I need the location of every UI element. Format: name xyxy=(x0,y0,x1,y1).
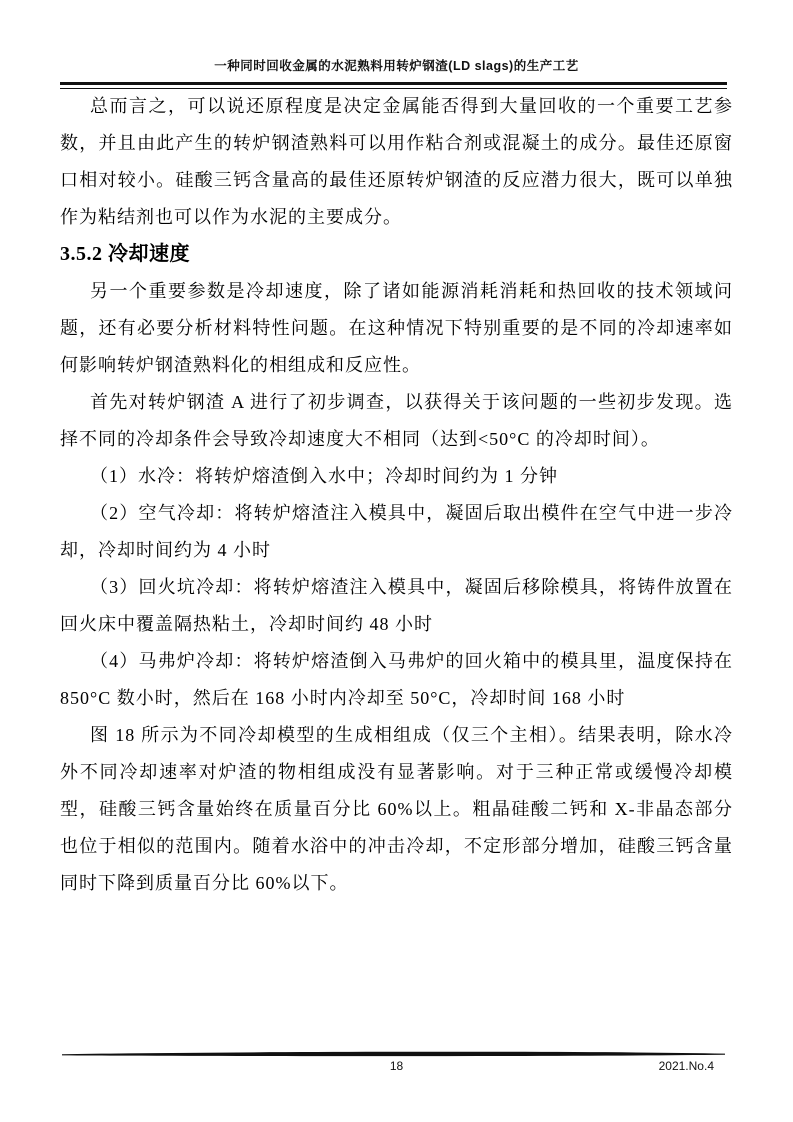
page-header-title: 一种同时回收金属的水泥熟料用转炉钢渣(LD slags)的生产工艺 xyxy=(214,59,579,73)
issue-number: 2021.No.4 xyxy=(658,1059,714,1073)
footer-rule xyxy=(60,1051,727,1059)
intro-paragraph: 总而言之，可以说还原程度是决定金属能否得到大量回收的一个重要工艺参数，并且由此产生的转炉钢渣熟料可以用作粘合剂或混凝土的成分。最佳还原窗口相对较小。硅酸三钙含量高的最佳还原转炉钢渣的反应潜力很大，既可以单独作为粘结剂也可以作为水泥的主要成分。 xyxy=(60,96,733,227)
cooling-method-item-1: （1）水冷：将转炉熔渣倒入水中；冷却时间约为 1 分钟 xyxy=(90,466,558,486)
page-number: 18 xyxy=(389,1059,404,1073)
cooling-method-item-4: （4）马弗炉冷却：将转炉熔渣倒入马弗炉的回火箱中的模具里，温度保持在850°C 数小时，然后在 168 小时内冷却至 50°C，冷却时间 168 小时 xyxy=(60,651,733,708)
cooling-rate-paragraph: 另一个重要参数是冷却速度，除了诸如能源消耗消耗和热回收的技术领域问题，还有必要分析材料特性问题。在这种情况下特别重要的是不同的冷却速率如何影响转炉钢渣熟料化的相组成和反应性。 xyxy=(60,281,733,375)
survey-paragraph: 首先对转炉钢渣 A 进行了初步调查，以获得关于该问题的一些初步发现。选择不同的冷却条件会导致冷却速度大不相同（达到<50°C 的冷却时间）。 xyxy=(60,392,733,449)
cooling-method-item-3: （3）回火坑冷却：将转炉熔渣注入模具中，凝固后移除模具，将铸件放置在回火床中覆盖隔热粘土，冷却时间约 48 小时 xyxy=(60,577,733,634)
results-paragraph: 图 18 所示为不同冷却模型的生成相组成（仅三个主相）。结果表明，除水冷外不同冷却速率对炉渣的物相组成没有显著影响。对于三种正常或缓慢冷却模型，硅酸三钙含量始终在质量百分比 60%以上。粗晶硅酸二钙和 X-非晶态部分也位于相似的范围内。随着水浴中的冲击冷却，不定形部分增加，硅酸三钙含量同时下降到质量百分比 60%以下。 xyxy=(60,725,733,893)
section-heading: 3.5.2 冷却速度 xyxy=(60,243,190,265)
document-body xyxy=(60,88,733,902)
cooling-method-item-2: （2）空气冷却：将转炉熔渣注入模具中，凝固后取出模件在空气中进一步冷却，冷却时间约为 4 小时 xyxy=(60,503,733,560)
